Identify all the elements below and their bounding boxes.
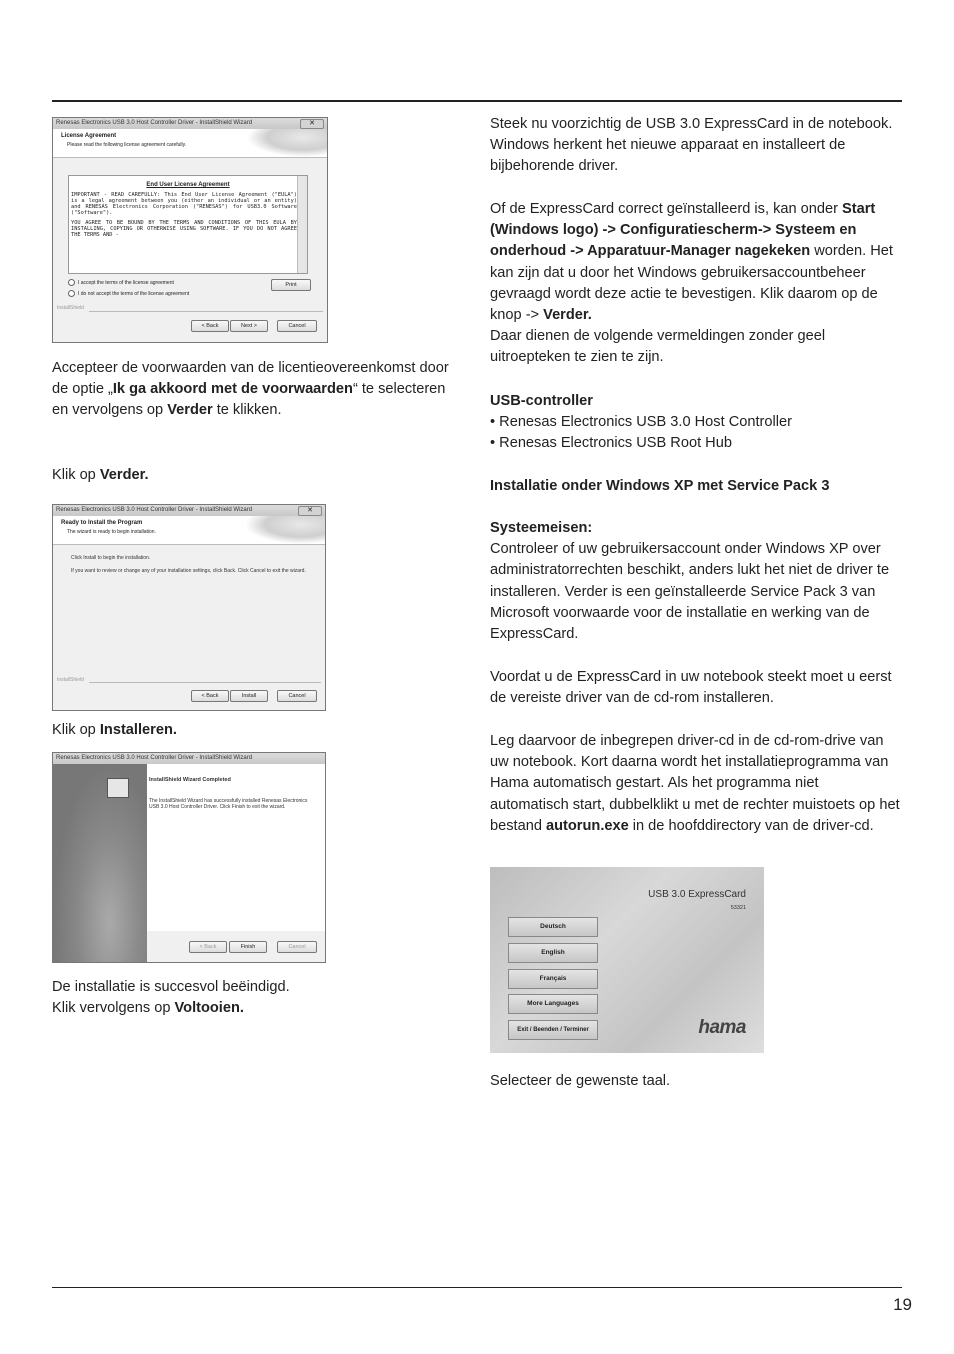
right-paragraph-6 bbox=[490, 731, 900, 837]
text: Klik op bbox=[52, 722, 100, 738]
usb-controller-section bbox=[490, 391, 900, 455]
lang-button-deutsch[interactable]: Deutsch bbox=[508, 917, 598, 937]
installshield-label: InstallShield bbox=[57, 677, 84, 683]
radio-accept-label: I accept the terms of the license agreement bbox=[78, 279, 174, 286]
text: Klik vervolgens op bbox=[52, 1000, 175, 1017]
radio-accept[interactable] bbox=[68, 279, 174, 286]
cancel-button[interactable]: Cancel bbox=[277, 941, 317, 953]
text: Of de ExpressCard correct geïnstalleerd is, kan onder bbox=[490, 201, 843, 217]
complete-body: The InstallShield Wizard has successfully installed Renesas Electronics USB 3.0 Host Controller Driver. Click Finish to exit the wizard. bbox=[149, 798, 308, 810]
install-line-2: If you want to review or change any of your installation settings, click Back. Click Cancel to exit the wizard. bbox=[71, 568, 306, 574]
bold-text: Verder. bbox=[99, 467, 149, 483]
back-button[interactable]: < Back bbox=[191, 320, 229, 332]
license-agreement-screenshot bbox=[52, 117, 328, 343]
window-title: Renesas Electronics USB 3.0 Host Controller Driver - InstallShield Wizard bbox=[53, 505, 325, 516]
list-item: • Renesas Electronics USB Root Hub bbox=[490, 435, 732, 452]
install-button[interactable]: Install bbox=[230, 690, 268, 702]
language-menu-screenshot bbox=[490, 867, 764, 1053]
section-heading: Installatie onder Windows XP met Service Pack 3 bbox=[490, 478, 830, 494]
requirements-section bbox=[490, 518, 900, 645]
license-text-box[interactable] bbox=[68, 175, 308, 274]
install-line-1: Click Install to begin the installation. bbox=[71, 555, 151, 561]
bold-text: Voltooien. bbox=[174, 1000, 244, 1017]
window-title: Renesas Electronics USB 3.0 Host Controller Driver - InstallShield Wizard bbox=[53, 753, 325, 764]
top-rule bbox=[52, 100, 902, 102]
wizard-complete-screenshot bbox=[52, 752, 326, 963]
right-paragraph-5: Voordat u de ExpressCard in uw notebook steekt moet u eerst de vereiste driver van de cd-rom installeren. bbox=[490, 669, 892, 707]
scrollbar[interactable] bbox=[297, 176, 307, 273]
left-paragraph-1 bbox=[52, 358, 462, 422]
right-paragraph-2 bbox=[490, 199, 900, 369]
exit-button[interactable]: Exit / Beenden / Terminer bbox=[508, 1020, 598, 1040]
text: Accepteer de voorwaarden van de licentieovereenkomst door de optie „ bbox=[52, 360, 449, 398]
text-line bbox=[52, 998, 462, 1019]
more-languages-button[interactable]: More Languages bbox=[508, 994, 598, 1014]
bold-text: Ik ga akkoord met de voorwaarden bbox=[112, 381, 353, 398]
wizard-content bbox=[147, 764, 325, 931]
close-icon[interactable]: ✕ bbox=[298, 506, 322, 516]
text: Klik op bbox=[52, 467, 100, 483]
finish-button[interactable]: Finish bbox=[229, 941, 267, 953]
right-paragraph-7: Selecteer de gewenste taal. bbox=[490, 1073, 671, 1089]
wizard-graphic bbox=[245, 516, 325, 544]
article-number: 53321 bbox=[730, 905, 746, 911]
text: te klikken. bbox=[212, 402, 282, 419]
left-paragraph-3 bbox=[52, 720, 462, 741]
header-title: License Agreement bbox=[61, 133, 117, 139]
wizard-header bbox=[53, 516, 325, 545]
radio-icon bbox=[68, 290, 75, 297]
text: De installatie is succesvol beëindigd. bbox=[52, 979, 290, 995]
right-paragraph-1: Steek nu voorzichtig de USB 3.0 ExpressCard in de notebook. Windows herkent het nieuwe apparaat en installeert de bijbehorende driver. bbox=[490, 116, 893, 175]
radio-icon bbox=[68, 279, 75, 286]
left-paragraph-4 bbox=[52, 977, 462, 1019]
complete-heading: InstallShield Wizard Completed bbox=[149, 777, 231, 783]
text: “ te selecteren en vervolgens op bbox=[52, 381, 446, 419]
computer-icon bbox=[107, 778, 129, 798]
separator bbox=[89, 682, 321, 683]
cancel-button[interactable]: Cancel bbox=[277, 690, 317, 702]
lang-button-english[interactable]: English bbox=[508, 943, 598, 963]
close-icon[interactable]: ✕ bbox=[300, 119, 324, 129]
print-button[interactable]: Print bbox=[271, 279, 311, 291]
text: in de hoofddirectory van de driver-cd. bbox=[628, 817, 874, 834]
license-title: End User License Agreement bbox=[146, 182, 230, 188]
radio-decline-label: I do not accept the terms of the license agreement bbox=[78, 290, 190, 297]
bold-text: Installeren. bbox=[99, 722, 177, 738]
xp-heading bbox=[490, 476, 900, 497]
back-button[interactable]: < Back bbox=[189, 941, 227, 953]
header-title: Ready to Install the Program bbox=[61, 520, 143, 526]
header-subtitle: Please read the following license agreement carefully. bbox=[67, 142, 187, 148]
section-heading: Systeemeisen: bbox=[490, 520, 593, 536]
left-paragraph-2 bbox=[52, 465, 462, 486]
header-subtitle: The wizard is ready to begin installation. bbox=[67, 529, 156, 535]
bold-text: autorun.exe bbox=[546, 817, 629, 834]
bold-text: Verder. bbox=[543, 307, 592, 324]
text: worden. Het kan zijn dat u door het Windows gebruikersaccountbeheer gevraagd wordt deze actie te bevestigen. Klik daarom op de knop -> bbox=[490, 243, 893, 324]
text: Controleer of uw gebruikersaccount onder Windows XP over administratorrechten beschikt, anders lukt het niet de driver te installeren. Verder is een geïnstalleerde Service Pack 3 van Microsoft voorwaarde voor de installatie en werking van de ExpressCard. bbox=[490, 541, 890, 643]
wizard-graphic bbox=[247, 129, 327, 157]
ready-to-install-screenshot bbox=[52, 504, 326, 711]
bold-text: Verder bbox=[167, 402, 213, 419]
window-title: Renesas Electronics USB 3.0 Host Controller Driver - InstallShield Wizard bbox=[53, 118, 327, 129]
hama-logo: hama bbox=[698, 1017, 746, 1038]
bold-text: Start (Windows logo) -> Configuratiescherm-> Systeem en onderhoud -> Apparatuur-Manager nagekeken bbox=[490, 201, 876, 260]
license-paragraph-2: YOU AGREE TO BE BOUND BY THE TERMS AND CONDITIONS OF THIS EULA BY INSTALLING, COPYING OR OTHERWISE USING SOFTWARE. IF YOU DO NOT AGREE THE TERMS AND - bbox=[71, 220, 297, 238]
separator bbox=[89, 311, 323, 312]
lang-button-francais[interactable]: Français bbox=[508, 969, 598, 989]
installshield-label: InstallShield bbox=[57, 305, 84, 311]
page-number: 19 bbox=[893, 1295, 912, 1314]
section-heading: USB-controller bbox=[490, 393, 593, 409]
wizard-header bbox=[53, 129, 327, 158]
text: Leg daarvoor de inbegrepen driver-cd in de cd-rom-drive van uw notebook. Kort daarna wordt het installatieprogramma van Hama automatisch gestart. Als het programma niet automatisch start, dubbelklikt u met de rechter muistoets op het bestand bbox=[490, 733, 900, 834]
bottom-rule bbox=[52, 1287, 902, 1288]
cancel-button[interactable]: Cancel bbox=[277, 320, 317, 332]
radio-decline[interactable] bbox=[68, 290, 189, 297]
next-button[interactable]: Next > bbox=[230, 320, 268, 332]
license-paragraph-1: IMPORTANT - READ CAREFULLY: This End User License Agreement ("EULA") is a legal agreement between you (either an individual or an entity) and RENESAS Electronics Corporation ("RENESAS") for USB3.0 Software ("Software"). bbox=[71, 192, 297, 216]
wizard-side-graphic bbox=[53, 764, 147, 962]
back-button[interactable]: < Back bbox=[191, 690, 229, 702]
list-item: • Renesas Electronics USB 3.0 Host Controller bbox=[490, 414, 792, 431]
text: Daar dienen de volgende vermeldingen zonder geel uitroepteken te zien te zijn. bbox=[490, 328, 826, 366]
product-name: USB 3.0 ExpressCard bbox=[648, 889, 746, 900]
